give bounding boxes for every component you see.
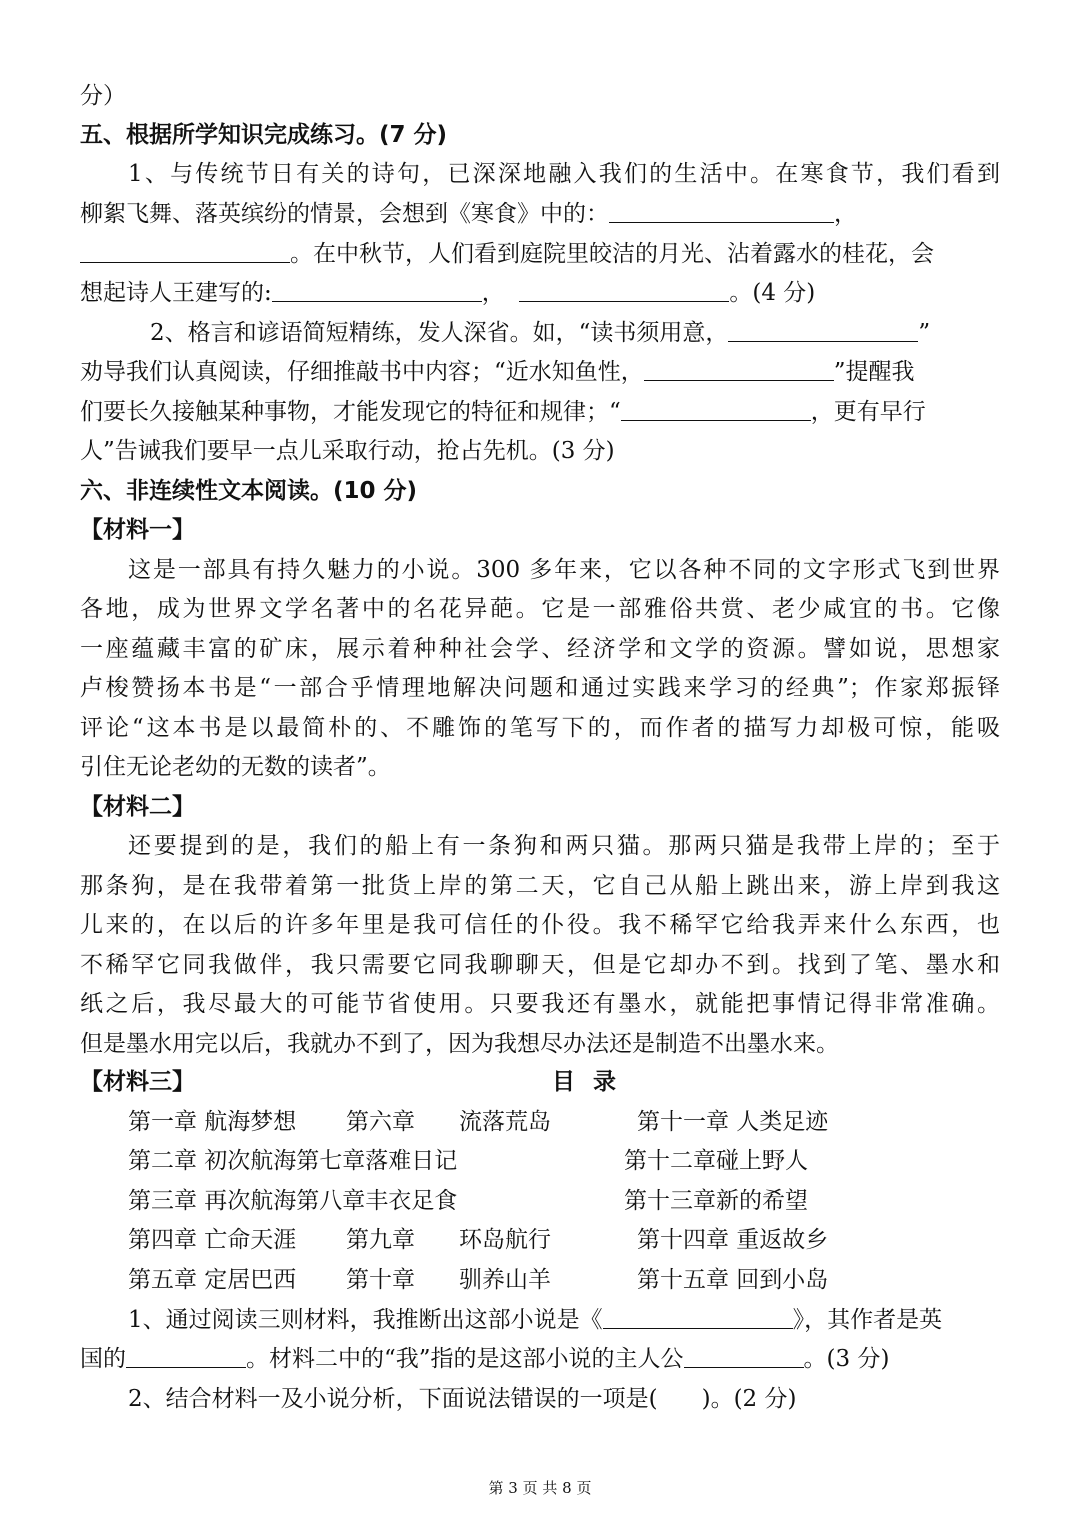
m1-line-3: 一座蕴藏丰富的矿床，展示着种种社会学、经济学和文学的资源。譬如说，思想家	[80, 636, 1000, 662]
q2-line-2	[80, 352, 1000, 392]
m2-line-4: 不稀罕它同我做伴，我只需要它同我聊聊天，但是它却办不到。找到了笔、墨水和	[80, 952, 1000, 978]
continued-line	[80, 76, 1000, 116]
page-footer: 第 3 页 共 8 页	[488, 1479, 592, 1497]
answer-blank[interactable]	[684, 1343, 804, 1368]
text: 。在中秋节，人们看到庭院里皎洁的月光、沾着露水的桂花，会	[290, 241, 934, 267]
m1-line-5: 评论“这本书是以最简朴的、不雕饰的笔写下的，而作者的描写力却极可惊，能吸	[80, 715, 1000, 741]
m1-line-6: 引住无论老幼的无数的读者”。	[80, 754, 391, 780]
text: 想起诗人王建写的:	[80, 280, 272, 306]
toc-cell: 第十五章 回到小岛	[637, 1267, 829, 1293]
toc-cell: 第三章 再次航海第八章丰衣足食	[128, 1188, 458, 1214]
q1-line-2	[80, 194, 1000, 234]
text: 分）	[80, 83, 126, 109]
toc-cell: 第四章 亡命天涯	[128, 1227, 297, 1253]
q2-line-1	[150, 313, 1000, 353]
material-1-label: 【材料一】	[80, 517, 195, 543]
text: 们要长久接触某种事物，才能发现它的特征和规律；“	[80, 399, 621, 425]
q1-line-4	[80, 273, 1000, 313]
answer-blank[interactable]	[603, 1304, 793, 1329]
answer-blank[interactable]	[126, 1343, 246, 1368]
text: 。材料二中的“我”指的是这部小说的主人公	[246, 1346, 684, 1372]
q1-line-3	[80, 234, 1000, 274]
m1-line-1: 这是一部具有持久魅力的小说。300 多年来，它以各种不同的文字形式飞到世界	[128, 557, 1000, 583]
section-5-title: 五、根据所学知识完成练习。(7 分)	[80, 122, 448, 148]
answer-blank[interactable]	[609, 198, 834, 223]
text: ，	[834, 201, 857, 227]
text: 1、通过阅读三则材料，我推断出这部小说是《	[128, 1307, 603, 1333]
toc-cell: 第十二章碰上野人	[624, 1148, 808, 1174]
m2-line-1: 还要提到的是，我们的船上有一条狗和两只猫。那两只猫是我带上岸的；至于	[128, 833, 1000, 859]
toc-cell: 环岛航行	[459, 1227, 551, 1253]
toc-cell: 第一章 航海梦想	[128, 1109, 297, 1135]
material-2-label: 【材料二】	[80, 794, 195, 820]
text: 2、格言和谚语简短精练，发人深省。如，“读书须用意，	[150, 320, 729, 346]
text: 。(3 分)	[803, 1346, 890, 1372]
toc-cell: 流落荒岛	[459, 1109, 551, 1135]
toc-cell: 第十四章 重返故乡	[637, 1227, 829, 1253]
toc-cell: 第十章	[346, 1267, 415, 1293]
text: ”提醒我	[833, 359, 915, 385]
material-3-label: 【材料三】	[80, 1069, 195, 1095]
toc-title: 目录	[552, 1069, 634, 1095]
m1-line-2: 各地，成为世界文学名著中的名花异葩。它是一部雅俗共赏、老少咸宜的书。它像	[80, 596, 1000, 622]
text: 。(4 分)	[729, 280, 816, 306]
section-6-title: 六、非连续性文本阅读。(10 分)	[80, 478, 418, 504]
toc-cell: 第十一章 人类足迹	[637, 1109, 829, 1135]
text: )。(2 分)	[701, 1386, 797, 1412]
text: ”	[918, 320, 931, 346]
text: 2、结合材料一及小说分析，下面说法错误的一项是(	[128, 1386, 658, 1412]
answer-blank[interactable]	[272, 277, 482, 302]
text: 》，其作者是英	[792, 1307, 943, 1333]
q6-1-line-1	[128, 1300, 1000, 1340]
text: 劝导我们认真阅读，仔细推敲书中内容；“近水知鱼性，	[80, 359, 644, 385]
answer-blank[interactable]	[80, 238, 290, 263]
text: ，	[481, 280, 505, 306]
toc-cell: 驯养山羊	[459, 1267, 551, 1293]
q2-line-3	[80, 392, 1000, 432]
answer-blank[interactable]	[644, 356, 834, 381]
answer-blank[interactable]	[728, 317, 918, 342]
m2-line-5: 纸之后，我尽最大的可能节省使用。只要我还有墨水，就能把事情记得非常准确。	[80, 991, 1000, 1017]
m2-line-2: 那条狗，是在我带着第一批货上岸的第二天，它自己从船上跳出来，游上岸到我这	[80, 873, 1000, 899]
toc-cell: 第十三章新的希望	[624, 1188, 808, 1214]
toc-cell: 第六章	[346, 1109, 415, 1135]
m2-line-3: 儿来的，在以后的许多年里是我可信任的仆役。我不稀罕它给我弄来什么东西，也	[80, 912, 1000, 938]
text: 柳絮飞舞、落英缤纷的情景，会想到《寒食》中的：	[80, 201, 609, 227]
q2-line-4: 人”告诫我们要早一点儿采取行动，抢占先机。(3 分)	[80, 438, 615, 464]
m1-line-4: 卢梭赞扬本书是“一部合乎情理地解决问题和通过实践来学习的经典”；作家郑振铎	[80, 675, 1000, 701]
toc-cell: 第二章 初次航海第七章落难日记	[128, 1148, 458, 1174]
toc-cell: 第九章	[346, 1227, 415, 1253]
toc-cell: 第五章 定居巴西	[128, 1267, 297, 1293]
q1-line-1: 1、与传统节日有关的诗句，已深深地融入我们的生活中。在寒食节，我们看到	[128, 161, 1000, 187]
text: ，更有早行	[810, 399, 926, 425]
q6-1-line-2	[80, 1339, 1000, 1379]
answer-blank[interactable]	[519, 277, 729, 302]
answer-blank[interactable]	[621, 396, 811, 421]
text: 国的	[80, 1346, 126, 1372]
m2-line-6: 但是墨水用完以后，我就办不到了，因为我想尽办法还是制造不出墨水来。	[80, 1031, 839, 1057]
q6-2-line	[128, 1379, 1000, 1419]
